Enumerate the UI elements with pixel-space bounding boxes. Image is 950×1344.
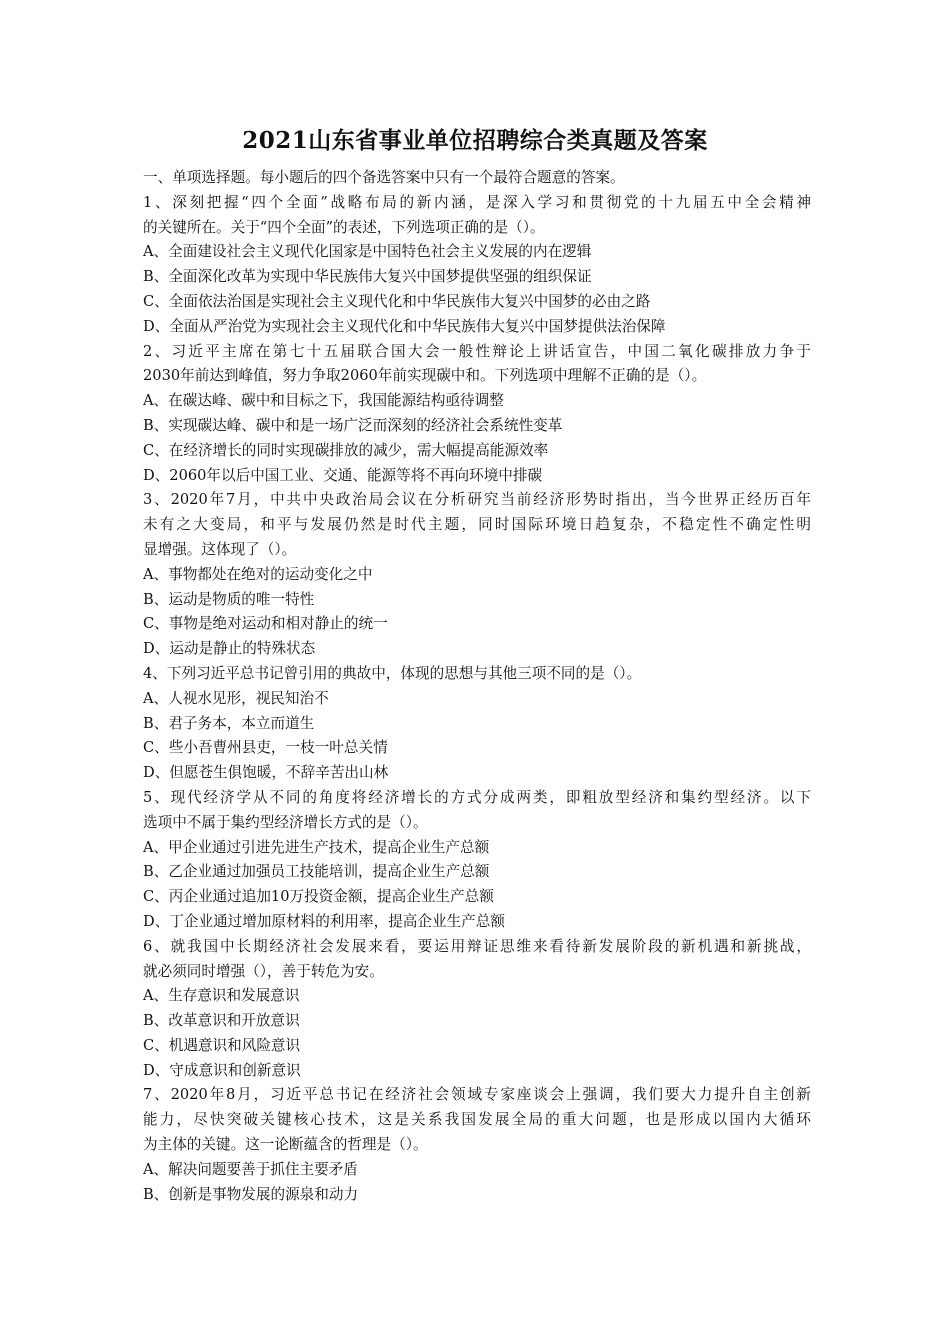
question-3-option-a: A、事物都处在绝对的运动变化之中: [143, 565, 373, 583]
question-5-stem-line-2: 选项中不属于集约型经济增长方式的是（）。: [143, 813, 428, 831]
question-6-option-d: D、守成意识和创新意识: [143, 1061, 301, 1079]
question-5-option-c: C、丙企业通过追加10万投资金额，提高企业生产总额: [143, 888, 494, 906]
question-2-option-a: A、在碳达峰、碳中和目标之下，我国能源结构亟待调整: [143, 392, 504, 410]
question-6-option-c: C、机遇意识和风险意识: [143, 1036, 301, 1054]
question-1-option-c: C、全面依法治国是实现社会主义现代化和中华民族伟大复兴中国梦的必由之路: [143, 292, 651, 310]
question-1-option-a: A、全面建设社会主义现代化国家是中国特色社会主义发展的内在逻辑: [143, 243, 592, 261]
question-3-option-d: D、运动是静止的特殊状态: [143, 640, 316, 658]
question-6-option-b: B、改革意识和开放意识: [143, 1012, 300, 1030]
question-6-option-a: A、生存意识和发展意识: [143, 987, 300, 1005]
question-4-option-c: C、些小吾曹州县吏，一枝一叶总关情: [143, 739, 388, 757]
question-3-stem-line-2: 未有之大变局，和平与发展仍然是时代主题，同时国际环境日趋复杂，不稳定性不确定性明: [143, 516, 811, 534]
page-title: 2021山东省事业单位招聘综合类真题及答案: [242, 127, 708, 154]
question-7-stem-line-1: 7、2020年8月，习近平总书记在经济社会领域专家座谈会上强调，我们要大力提升自主创新: [143, 1086, 811, 1104]
question-7-stem-line-3: 为主体的关键。这一论断蕴含的哲理是（）。: [143, 1136, 428, 1154]
question-4-option-a: A、人视水见形，视民知治不: [143, 689, 329, 707]
question-2-stem-line-2: 2030年前达到峰值，努力争取2060年前实现碳中和。下列选项中理解不正确的是（）。: [143, 367, 707, 385]
section-intro: 一、单项选择题。每小题后的四个备选答案中只有一个最符合题意的答案。: [143, 169, 625, 186]
question-2-option-d: D、2060年以后中国工业、交通、能源等将不再向环境中排碳: [143, 466, 543, 484]
question-1-option-b: B、全面深化改革为实现中华民族伟大复兴中国梦提供坚强的组织保证: [143, 268, 592, 286]
question-3-stem-line-3: 显增强。这体现了（）。: [143, 540, 297, 558]
document-body: [143, 166, 811, 1207]
question-1-option-d: D、全面从严治党为实现社会主义现代化和中华民族伟大复兴中国梦提供法治保障: [143, 317, 666, 335]
question-3-stem-line-1: 3、2020年7月，中共中央政治局会议在分析研究当前经济形势时指出，当今世界正经历百年: [143, 491, 811, 509]
question-5-option-b: B、乙企业通过加强员工技能培训，提高企业生产总额: [143, 863, 490, 881]
question-2-option-c: C、在经济增长的同时实现碳排放的减少，需大幅提高能源效率: [143, 441, 549, 459]
question-3-option-c: C、事物是绝对运动和相对静止的统一: [143, 615, 388, 633]
question-3-option-b: B、运动是物质的唯一特性: [143, 590, 315, 608]
question-7-stem-line-2: 能力，尽快突破关键核心技术，这是关系我国发展全局的重大问题，也是形成以国内大循环: [143, 1111, 811, 1129]
question-6-stem-line-2: 就必须同时增强（），善于转危为安。: [143, 962, 384, 980]
question-4-option-b: B、君子务本，本立而道生: [143, 714, 315, 732]
question-2-stem-line-1: 2、习近平主席在第七十五届联合国大会一般性辩论上讲话宣告，中国二氧化碳排放力争于: [143, 342, 811, 360]
question-2-option-b: B、实现碳达峰、碳中和是一场广泛而深刻的经济社会系统性变革: [143, 416, 563, 434]
question-7-option-a: A、解决问题要善于抓住主要矛盾: [143, 1160, 358, 1178]
question-7-option-b: B、创新是事物发展的源泉和动力: [143, 1185, 359, 1203]
question-5-option-a: A、甲企业通过引进先进生产技术，提高企业生产总额: [143, 838, 490, 856]
question-6-stem-line-1: 6、就我国中长期经济社会发展来看，要运用辩证思维来看待新发展阶段的新机遇和新挑战，: [143, 937, 811, 955]
question-1-stem-line-2: 的关键所在。关于“四个全面”的表述，下列选项正确的是（）。: [143, 218, 545, 236]
question-5-option-d: D、丁企业通过增加原材料的利用率，提高企业生产总额: [143, 912, 505, 930]
question-4-stem-line-1: 4、下列习近平总书记曾引用的典故中，体现的思想与其他三项不同的是（）。: [143, 664, 642, 682]
question-4-option-d: D、但愿苍生俱饱暖，不辞辛苦出山林: [143, 764, 389, 782]
question-5-stem-line-1: 5、现代经济学从不同的角度将经济增长的方式分成两类，即粗放型经济和集约型经济。以下: [143, 788, 811, 806]
question-1-stem-line-1: 1、深刻把握“四个全面”战略布局的新内涵，是深入学习和贯彻党的十九届五中全会精神: [143, 193, 811, 211]
